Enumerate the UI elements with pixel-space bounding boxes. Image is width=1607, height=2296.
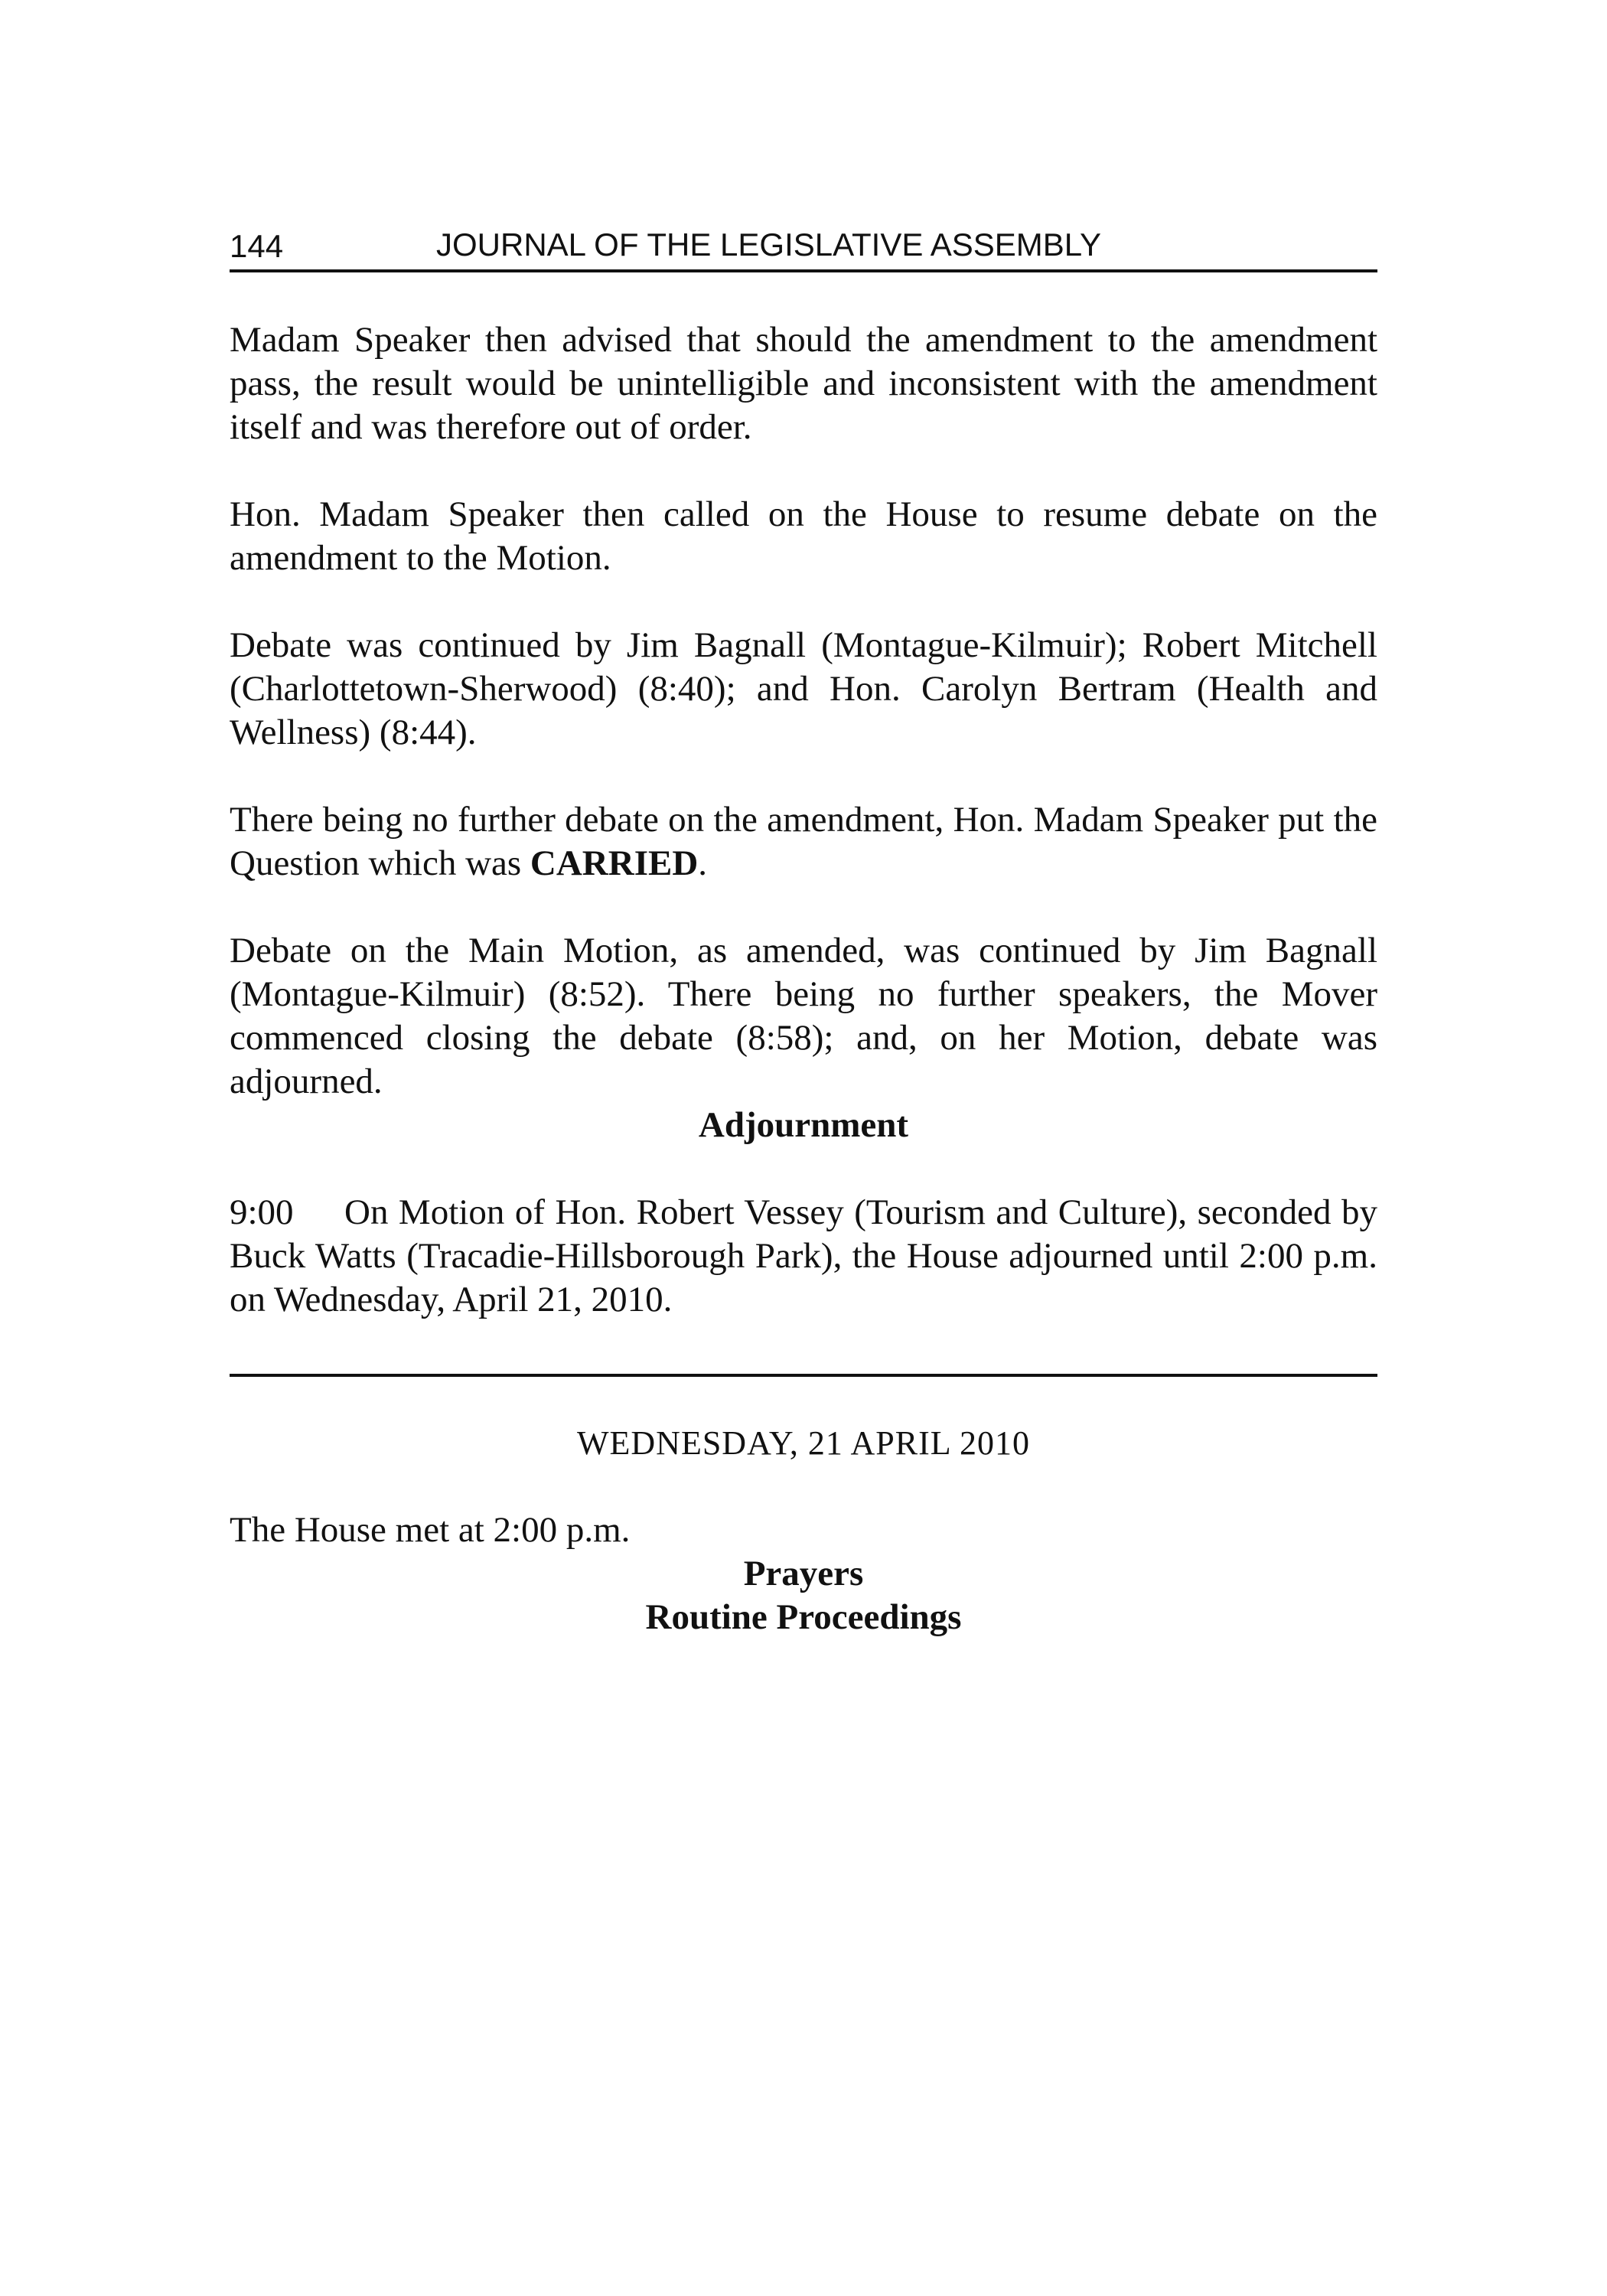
paragraph-adjournment bbox=[230, 1191, 1377, 1322]
routine-proceedings-heading: Routine Proceedings bbox=[645, 1597, 962, 1637]
paragraph-question-carried bbox=[230, 798, 1377, 885]
prayers-heading: Prayers bbox=[743, 1554, 864, 1593]
page-number: 144 bbox=[230, 228, 284, 264]
question-period: . bbox=[698, 843, 708, 883]
journal-page bbox=[230, 223, 1377, 1639]
adjournment-text: On Motion of Hon. Robert Vessey (Tourism and Culture), seconded by Buck Watts (Tracadie-Hillsborough Park), the House adjourned until 2:00 p.m. on Wednesday, April 21, 2010. bbox=[230, 1192, 1377, 1319]
question-text: There being no further debate on the amendment, Hon. Madam Speaker put the Question which was bbox=[230, 800, 1377, 883]
adjournment-heading: Adjournment bbox=[698, 1105, 909, 1145]
section-divider bbox=[230, 1374, 1377, 1377]
paragraph-debate-continued: Debate was continued by Jim Bagnall (Montague-Kilmuir); Robert Mitchell (Charlottetown-Sherwood) (8:40); and Hon. Carolyn Bertram (Health and Wellness) (8:44). bbox=[230, 625, 1377, 752]
paragraph-main-motion: Debate on the Main Motion, as amended, was continued by Jim Bagnall (Montague-Kilmuir) (8:52). There being no further speakers, the Mover commenced closing the debate (8:58); and, on her Motion, debate was adjourned. bbox=[230, 931, 1377, 1101]
house-met-text: The House met at 2:00 p.m. bbox=[230, 1510, 631, 1550]
sitting-date: WEDNESDAY, 21 APRIL 2010 bbox=[577, 1424, 1030, 1462]
carried-label: CARRIED bbox=[530, 843, 699, 883]
adjournment-time: 9:00 bbox=[230, 1192, 294, 1232]
paragraph-speaker-ruling: Madam Speaker then advised that should the amendment to the amendment pass, the result would be unintelligible and inconsistent with the amendment itself and was therefore out of order. bbox=[230, 320, 1377, 447]
paragraph-resume-debate: Hon. Madam Speaker then called on the House to resume debate on the amendment to the Motion. bbox=[230, 494, 1377, 578]
running-header bbox=[230, 223, 1377, 272]
journal-title: JOURNAL OF THE LEGISLATIVE ASSEMBLY bbox=[436, 227, 1102, 263]
